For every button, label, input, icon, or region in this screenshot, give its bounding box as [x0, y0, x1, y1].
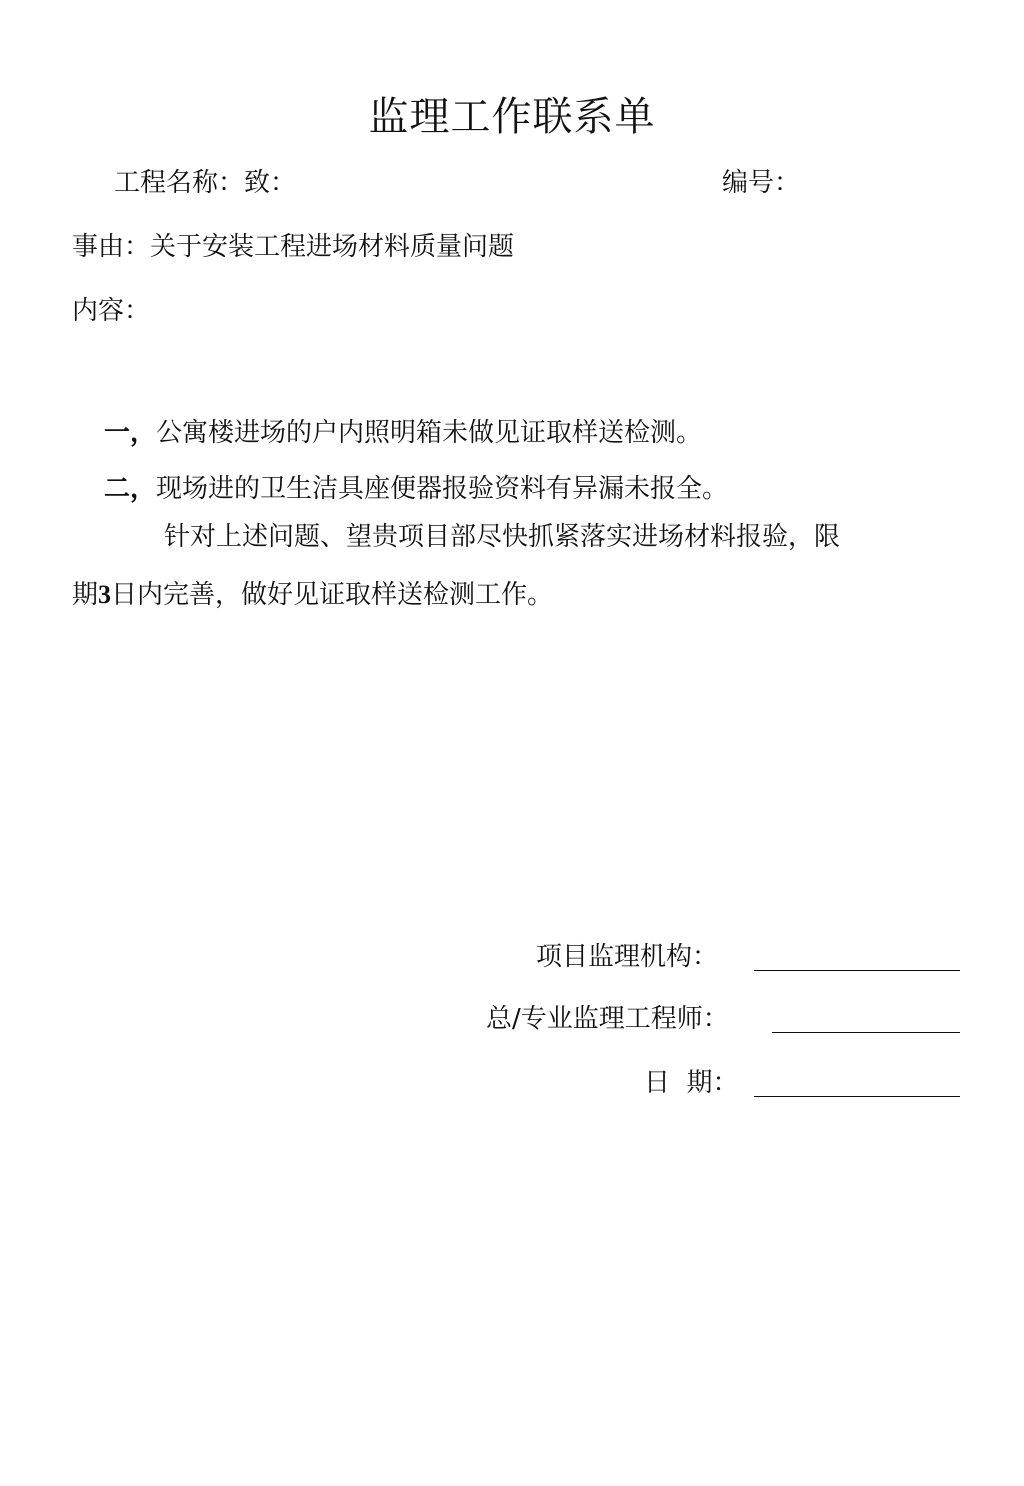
subject-label: 事由：	[72, 232, 151, 262]
org-signature-row	[536, 940, 718, 974]
date-field[interactable]	[754, 1072, 960, 1097]
list-item	[104, 416, 702, 450]
paragraph-text: 日内完善，做好见证取样送检测工作。	[111, 580, 554, 610]
to-label: 致：	[244, 168, 297, 198]
engineer-signature-row	[486, 1002, 729, 1036]
list-item-mark: 一，	[104, 418, 157, 448]
engineer-label: 总/专业监理工程师：	[486, 1004, 729, 1034]
paragraph-line-2	[72, 578, 553, 612]
list-item	[104, 472, 728, 506]
date-label: 日 期：	[644, 1068, 739, 1098]
list-item-text: 现场进的卫生洁具座便器报验资料有异漏未报全。	[156, 474, 729, 504]
deadline-days: 3	[98, 580, 112, 609]
date-row	[644, 1066, 739, 1100]
page-title: 监理工作联系单	[368, 94, 656, 140]
subject-row	[72, 230, 514, 264]
list-item-mark: 二，	[104, 474, 157, 504]
number-label: 编号：	[722, 168, 801, 198]
project-name-row	[114, 166, 296, 200]
content-label: 内容：	[72, 296, 151, 326]
list-item-text: 公寓楼进场的户内照明箱未做见证取样送检测。	[156, 418, 703, 448]
org-signature-field[interactable]	[754, 946, 960, 971]
paragraph-text: 期	[72, 580, 99, 610]
paragraph-line-1: 针对上述问题、望贵项目部尽快抓紧落实进场材料报验，限	[164, 522, 841, 552]
engineer-signature-field[interactable]	[772, 1008, 960, 1033]
project-name-label: 工程名称：	[114, 168, 245, 198]
subject-text: 关于安装工程进场材料质量问题	[150, 232, 515, 262]
org-label: 项目监理机构：	[536, 942, 719, 972]
